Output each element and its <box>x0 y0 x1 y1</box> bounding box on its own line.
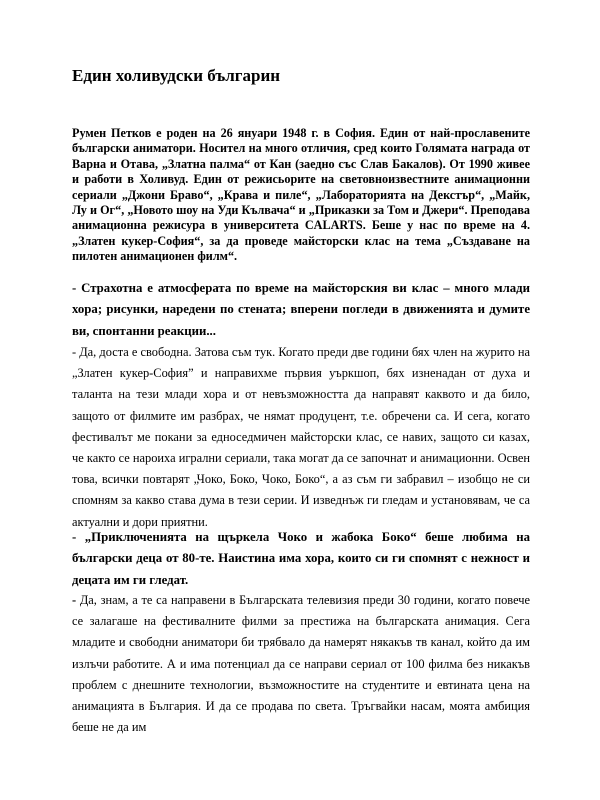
intro-paragraph: Румен Петков е роден на 26 януари 1948 г. в София. Един от най-прославените български аниматори. Носител на много отличия, сред които Голямата награда от Варна и Отава, „Златна палма“ от Кан (заедно със Слав Бакалов). От 1990 живее и работи в Холивуд. Един от режисьорите на световноизвестните анимационни сериали „Джони Браво“, „Крава и пиле“, „Лабораторията на Декстър“, „Майк, Лу и Ог“, „Новото шоу на Уди Кълвача“ и „Приказки за Том и Джери“. Преподава анимационна режисура в университета CALARTS. Беше у нас по време на 4. „Златен кукер-София“, за да проведе майсторски клас на тема „Създаване на пилотен анимационен филм“. <box>72 126 530 264</box>
answer-dash: - <box>72 593 77 607</box>
interview-answer-2-text: Да, знам, а те са направени в Българската телевизия преди 30 години, когато повече се залагаше на фестивалните филми за престижа на българската анимация. Сега младите и свободни аниматори би трябвало да намерят някакъв тв канал, който да им излъчи работите. А и има потенциал да се направи сериал от 100 филма без никакъв проблем с днешните технологии, възможностите на студентите и евтината цена на анимацията в България. И да се продава по света. Тръгвайки насам, моята амбиция беше не да им <box>72 593 530 735</box>
interview-answer-2 <box>72 590 530 738</box>
page-title: Един холивудски българин <box>72 66 281 85</box>
interview-answer-1: - Да, доста е свободна. Затова съм тук. Когато преди две години бях член на журито на „Златен кукер-София” и направихме първия уъркшоп, бях изненадан от духа и таланта на тези млади хора и от невъзможността да направят каквото и да било, защото от филмите им разбрах, че нямат продуцент, т.е. обречени са. И сега, когато фестивалът ме покани за едноседмичен майсторски клас, се навих, защото си казах, че както се нароиха игрални сериали, така могат да се започнат и анимационни. Освен това, всички повтарят „Чоко, Боко, Чоко, Боко“, а аз съм ги забравил – изобщо не си спомням за какво става дума в тези серии. И изведнъж ги гледам и установявам, че са актуални и дори приятни. <box>72 345 530 529</box>
interview-question-2: - „Приключенията на щъркела Чоко и жабока Боко“ беше любима на български деца от 80-те. Наистина има хора, които си ги спомнят с нежност и децата им ги гледат. <box>72 530 530 587</box>
interview-question-1: - Страхотна е атмосферата по време на майсторския ви клас – много млади хора; рисунки, наредени по стената; вперени погледи в движенията и думите ви, спонтанни реакции... <box>72 281 530 338</box>
